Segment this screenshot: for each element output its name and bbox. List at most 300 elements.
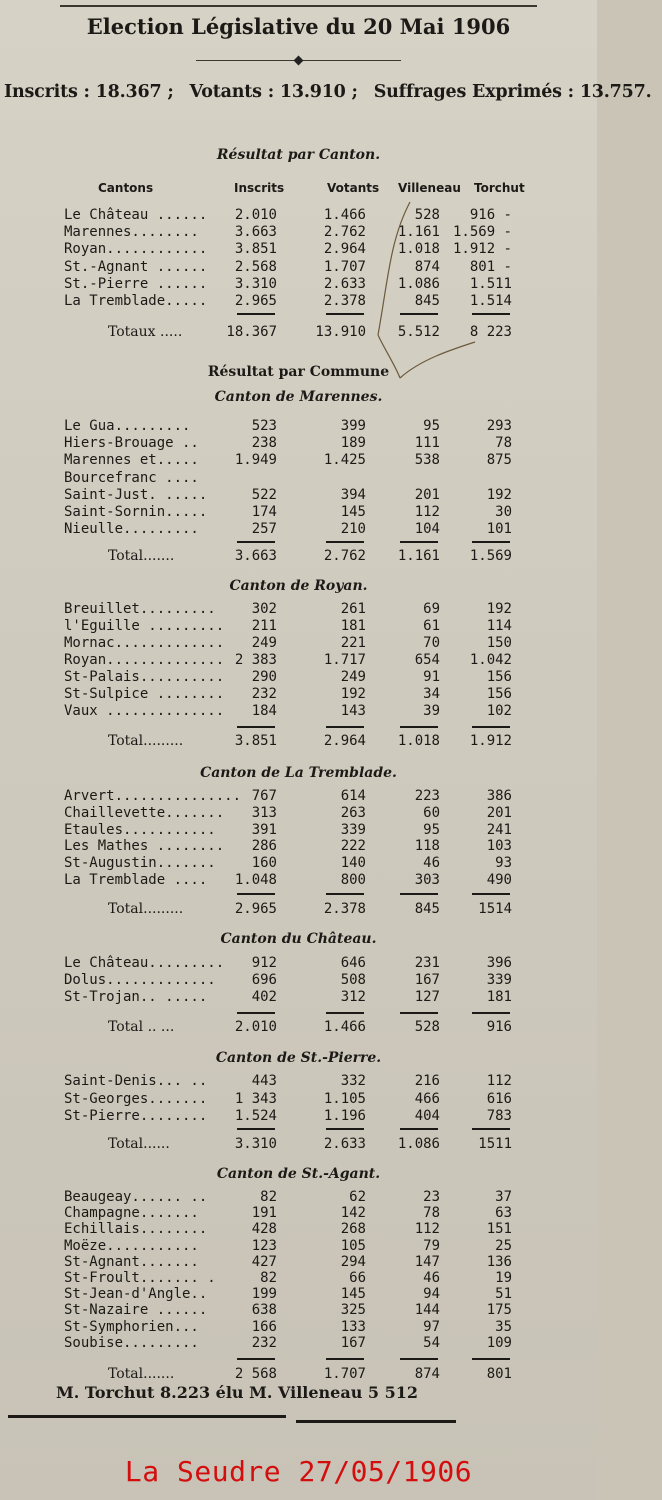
column-header-cantons: Cantons: [98, 181, 154, 195]
row-votants: 294: [340, 1253, 366, 1270]
row-label: St-Jean-d'Angle..: [64, 1286, 208, 1303]
row-votants: 2.633: [323, 275, 366, 292]
row-villeneau: 874: [414, 1366, 440, 1382]
total-rule: [326, 1128, 364, 1130]
row-inscrits: 18.367: [226, 324, 277, 340]
row-votants: 13.910: [315, 324, 366, 340]
total-rule: [400, 1012, 438, 1014]
row-villeneau: 104: [414, 521, 440, 538]
row-villeneau: 1.161: [397, 224, 440, 241]
row-votants: 1.425: [323, 452, 366, 469]
row-torchut: 101: [486, 521, 512, 538]
row-votants: 222: [340, 838, 366, 855]
row-torchut: 114: [486, 618, 512, 634]
commune-row: [0, 972, 597, 989]
row-label: Marennes........: [64, 224, 199, 241]
section-total-row: [0, 548, 597, 565]
row-villeneau: 1.018: [397, 241, 440, 258]
commune-row: [0, 418, 597, 435]
row-label: Les Mathes ........: [64, 838, 225, 855]
commune-row: [0, 1302, 597, 1319]
row-torchut: 150: [486, 635, 512, 651]
row-inscrits: 2 568: [234, 1366, 277, 1382]
row-inscrits: 211: [251, 618, 277, 634]
row-inscrits: 2 383: [234, 652, 277, 668]
row-inscrits: 123: [251, 1237, 277, 1254]
row-villeneau: 127: [414, 989, 440, 1005]
row-inscrits: 302: [251, 601, 277, 617]
row-inscrits: 238: [251, 435, 277, 452]
row-villeneau: 61: [423, 618, 440, 634]
total-rule: [326, 1012, 364, 1014]
row-inscrits: 199: [251, 1286, 277, 1303]
row-votants: 143: [340, 703, 366, 719]
row-villeneau: 79: [423, 1237, 440, 1254]
row-torchut: 1.569 -: [452, 224, 512, 241]
row-villeneau: 112: [414, 504, 440, 520]
canton-section-heading: Canton de Royan.: [229, 578, 368, 594]
row-villeneau: 404: [414, 1108, 440, 1124]
row-inscrits: 2.965: [234, 901, 277, 917]
row-torchut: 37: [495, 1189, 512, 1205]
total-rule: [472, 541, 510, 543]
row-votants: 508: [340, 972, 366, 988]
row-votants: 210: [340, 521, 366, 538]
row-villeneau: 1.086: [397, 1136, 440, 1152]
row-inscrits: 232: [251, 686, 277, 702]
row-label: Total.........: [108, 733, 184, 749]
row-torchut: 386: [486, 788, 512, 804]
row-torchut: 1.042: [469, 652, 512, 668]
total-rule: [237, 726, 275, 728]
row-villeneau: 5.512: [397, 324, 440, 340]
row-label: St-Trojan.. .....: [64, 989, 208, 1005]
commune-row: [0, 1073, 597, 1090]
summary-votants: Votants : 13.910 ;: [189, 82, 358, 102]
row-torchut: 293: [486, 418, 512, 434]
row-label: Le Gua.........: [64, 418, 191, 434]
row-label: Total.......: [108, 1366, 175, 1382]
commune-row: [0, 435, 597, 452]
commune-row: [0, 1286, 597, 1303]
row-votants: 133: [340, 1318, 366, 1335]
row-label: St-Agnant.......: [64, 1253, 199, 1270]
row-label: Total .. ...: [108, 1019, 175, 1035]
row-votants: 167: [340, 1334, 366, 1351]
section-total-row: [0, 901, 597, 918]
row-inscrits: 257: [251, 521, 277, 538]
row-label: St-Palais..........: [64, 669, 225, 685]
row-inscrits: 1 343: [234, 1090, 277, 1107]
row-label: St-Augustin.......: [64, 855, 216, 872]
row-villeneau: 528: [414, 207, 440, 223]
row-inscrits: 191: [251, 1205, 277, 1222]
row-villeneau: 46: [423, 1270, 440, 1286]
row-label: Nieulle.........: [64, 521, 199, 538]
row-torchut: 192: [486, 601, 512, 617]
canton-section-heading: Canton du Château.: [220, 931, 377, 947]
canton-row: [0, 259, 597, 276]
row-inscrits: 1.524: [234, 1108, 277, 1124]
commune-row: [0, 855, 597, 872]
total-rule: [400, 893, 438, 895]
row-label: Champagne.......: [64, 1205, 199, 1222]
row-torchut: 156: [486, 686, 512, 702]
commune-row: [0, 1221, 597, 1238]
row-villeneau: 1.161: [397, 548, 440, 564]
election-result-line: M. Torchut 8.223 élu M. Villeneau 5 512: [56, 1383, 419, 1402]
row-label: St-Froult....... .: [64, 1270, 216, 1286]
row-torchut: 136: [486, 1253, 512, 1270]
commune-row: [0, 989, 597, 1006]
row-villeneau: 147: [414, 1253, 440, 1270]
row-votants: 312: [340, 989, 366, 1005]
row-villeneau: 54: [423, 1334, 440, 1351]
row-villeneau: 91: [423, 669, 440, 685]
row-votants: 325: [340, 1302, 366, 1319]
top-rule: [60, 5, 537, 7]
row-inscrits: 767: [251, 788, 277, 804]
row-votants: 1.105: [323, 1090, 366, 1107]
row-inscrits: 160: [251, 855, 277, 872]
canton-row: [0, 293, 597, 310]
title-ornament: [294, 56, 304, 66]
row-torchut: 78: [495, 435, 512, 452]
row-inscrits: 3.663: [234, 224, 277, 241]
row-villeneau: 1.018: [397, 733, 440, 749]
row-torchut: 8 223: [469, 324, 512, 340]
row-torchut: 19: [495, 1270, 512, 1286]
row-label: St-Pierre........: [64, 1108, 208, 1124]
row-villeneau: 111: [414, 435, 440, 452]
row-villeneau: 303: [414, 872, 440, 888]
row-villeneau: 845: [414, 901, 440, 917]
row-votants: 140: [340, 855, 366, 872]
row-villeneau: 528: [414, 1019, 440, 1035]
row-villeneau: 1.086: [397, 275, 440, 292]
column-header-inscrits: Inscrits: [234, 181, 285, 195]
row-votants: 2.762: [323, 548, 366, 564]
row-label: Royan............: [64, 241, 208, 258]
total-rule: [237, 1358, 275, 1360]
row-villeneau: 23: [423, 1189, 440, 1205]
row-votants: 2.964: [323, 733, 366, 749]
row-votants: 399: [340, 418, 366, 434]
commune-row: [0, 686, 597, 703]
row-label: Vaux ..............: [64, 703, 225, 719]
row-votants: 339: [340, 821, 366, 838]
row-votants: 62: [349, 1189, 366, 1205]
row-torchut: 1.912: [469, 733, 512, 749]
row-torchut: 25: [495, 1237, 512, 1254]
row-votants: 145: [340, 504, 366, 520]
row-villeneau: 216: [414, 1073, 440, 1089]
row-torchut: 616: [486, 1090, 512, 1107]
row-torchut: 156: [486, 669, 512, 685]
commune-row: [0, 822, 597, 839]
row-inscrits: 523: [251, 418, 277, 434]
row-votants: 614: [340, 788, 366, 804]
row-label: St-Nazaire ......: [64, 1302, 208, 1319]
commune-row: [0, 618, 597, 635]
total-rule: [237, 313, 275, 315]
row-villeneau: 97: [423, 1318, 440, 1335]
row-villeneau: 70: [423, 635, 440, 651]
commune-row: [0, 521, 597, 538]
row-label: Echillais........: [64, 1221, 208, 1238]
footer-rule-right: [296, 1420, 456, 1423]
row-villeneau: 538: [414, 452, 440, 469]
row-villeneau: 874: [414, 258, 440, 275]
total-rule: [400, 541, 438, 543]
commune-row: [0, 1254, 597, 1271]
commune-row: [0, 1091, 597, 1108]
row-label: La Tremblade.....: [64, 293, 208, 309]
row-inscrits: 3.851: [234, 733, 277, 749]
row-votants: 1.707: [323, 258, 366, 275]
row-torchut: 339: [486, 972, 512, 988]
row-torchut: 783: [486, 1108, 512, 1124]
row-inscrits: 696: [251, 972, 277, 988]
row-villeneau: 654: [414, 652, 440, 668]
total-rule: [472, 1012, 510, 1014]
row-torchut: 35: [495, 1318, 512, 1335]
row-torchut: 151: [486, 1221, 512, 1238]
row-label: Dolus.............: [64, 972, 216, 988]
row-torchut: 1511: [478, 1136, 512, 1152]
row-votants: 394: [340, 486, 366, 503]
row-villeneau: 34: [423, 686, 440, 702]
column-header-votants: Votants: [327, 181, 380, 195]
row-torchut: 490: [486, 872, 512, 888]
row-label: Arvert...............: [64, 788, 242, 804]
row-inscrits: 1.048: [234, 872, 277, 888]
handwritten-pencil-marks: [360, 200, 480, 385]
commune-row: [0, 1270, 597, 1287]
row-label: St.-Pierre ......: [64, 275, 208, 292]
row-label: Breuillet.........: [64, 601, 216, 617]
row-votants: 1.466: [323, 1019, 366, 1035]
commune-row: [0, 1335, 597, 1352]
row-villeneau: 845: [414, 293, 440, 309]
total-rule: [237, 893, 275, 895]
row-inscrits: 232: [251, 1334, 277, 1351]
commune-row: [0, 669, 597, 686]
row-votants: 2.762: [323, 224, 366, 241]
total-rule: [400, 1358, 438, 1360]
row-inscrits: 82: [260, 1189, 277, 1205]
row-inscrits: 638: [251, 1302, 277, 1319]
canton-row: [0, 207, 597, 224]
row-votants: 1.466: [323, 207, 366, 223]
row-villeneau: 112: [414, 1221, 440, 1238]
row-label: Total.........: [108, 901, 184, 917]
commune-row: [0, 1189, 597, 1206]
commune-row: [0, 788, 597, 805]
row-label: Le Château.........: [64, 955, 225, 971]
row-votants: 181: [340, 618, 366, 634]
row-torchut: 241: [486, 821, 512, 838]
row-votants: 2.964: [323, 241, 366, 258]
row-villeneau: 95: [423, 821, 440, 838]
commune-row: [0, 1319, 597, 1336]
row-inscrits: 912: [251, 955, 277, 971]
row-label: Total.......: [108, 548, 175, 564]
total-rule: [472, 1358, 510, 1360]
total-rule: [237, 1012, 275, 1014]
commune-row: [0, 452, 597, 469]
row-votants: 1.717: [323, 652, 366, 668]
canton-results-heading: Résultat par Canton.: [216, 147, 381, 163]
column-header-villeneau: Villeneau: [398, 181, 461, 195]
row-inscrits: 174: [251, 504, 277, 520]
row-label: Saint-Denis... ..: [64, 1073, 208, 1089]
row-votants: 332: [340, 1073, 366, 1089]
row-torchut: 801 -: [469, 258, 512, 275]
row-villeneau: 95: [423, 418, 440, 434]
row-label: Beaugeay...... ..: [64, 1189, 208, 1205]
cantons-total-row: [0, 324, 597, 341]
row-villeneau: 69: [423, 601, 440, 617]
row-villeneau: 144: [414, 1302, 440, 1319]
row-villeneau: 39: [423, 703, 440, 719]
row-label: Royan..............: [64, 652, 225, 668]
commune-row: [0, 1205, 597, 1222]
total-rule: [472, 893, 510, 895]
row-torchut: 93: [495, 855, 512, 872]
row-votants: 1.196: [323, 1108, 366, 1124]
summary-line: [4, 82, 652, 102]
row-inscrits: 184: [251, 703, 277, 719]
row-torchut: 801: [486, 1366, 512, 1382]
row-inscrits: 290: [251, 669, 277, 685]
row-torchut: 63: [495, 1205, 512, 1222]
section-total-row: [0, 1019, 597, 1036]
row-villeneau: 46: [423, 855, 440, 872]
row-label: St-Georges.......: [64, 1090, 208, 1107]
row-label: St-Symphorien...: [64, 1318, 199, 1335]
commune-results-heading: Résultat par Commune: [207, 364, 390, 380]
row-votants: 1.707: [323, 1366, 366, 1382]
row-torchut: 112: [486, 1073, 512, 1089]
row-label: Hiers-Brouage ..: [64, 435, 199, 452]
row-label: Bourcefranc ....: [64, 469, 199, 486]
row-votants: 268: [340, 1221, 366, 1238]
row-villeneau: 167: [414, 972, 440, 988]
row-inscrits: 391: [251, 821, 277, 838]
row-label: Total......: [108, 1136, 170, 1152]
row-torchut: 1.511: [469, 275, 512, 292]
row-votants: 261: [340, 601, 366, 617]
row-votants: 800: [340, 872, 366, 888]
page-title: Election Législative du 20 Mai 1906: [86, 14, 511, 39]
row-torchut: 1.912 -: [452, 241, 512, 258]
row-label: Moëze...........: [64, 1237, 199, 1254]
row-votants: 105: [340, 1237, 366, 1254]
canton-section-heading: Canton de Marennes.: [214, 389, 383, 405]
row-torchut: 30: [495, 504, 512, 520]
commune-row: [0, 838, 597, 855]
row-torchut: 109: [486, 1334, 512, 1351]
commune-row: [0, 487, 597, 504]
section-total-row: [0, 1366, 597, 1383]
row-torchut: 201: [486, 804, 512, 821]
row-votants: 192: [340, 686, 366, 702]
row-votants: 142: [340, 1205, 366, 1222]
row-inscrits: 3.851: [234, 241, 277, 258]
row-votants: 66: [349, 1270, 366, 1286]
row-villeneau: 78: [423, 1205, 440, 1222]
canton-section-heading: Canton de St.-Agant.: [216, 1166, 381, 1182]
section-total-row: [0, 1136, 597, 1153]
total-rule: [237, 1128, 275, 1130]
commune-row: [0, 955, 597, 972]
row-inscrits: 443: [251, 1073, 277, 1089]
total-rule: [237, 541, 275, 543]
canton-section-heading: Canton de St.-Pierre.: [215, 1050, 382, 1066]
row-votants: 646: [340, 955, 366, 971]
row-label: St-Sulpice ........: [64, 686, 225, 702]
row-villeneau: 94: [423, 1286, 440, 1303]
footer-rule-left: [8, 1415, 286, 1418]
row-torchut: 181: [486, 989, 512, 1005]
total-rule: [472, 726, 510, 728]
row-inscrits: 313: [251, 804, 277, 821]
row-inscrits: 286: [251, 838, 277, 855]
commune-row: [0, 1108, 597, 1125]
row-votants: 145: [340, 1286, 366, 1303]
row-villeneau: 466: [414, 1090, 440, 1107]
row-torchut: 1.569: [469, 548, 512, 564]
row-votants: 2.378: [323, 901, 366, 917]
row-villeneau: 201: [414, 486, 440, 503]
commune-row: [0, 470, 597, 487]
row-torchut: 396: [486, 955, 512, 971]
row-inscrits: 428: [251, 1221, 277, 1238]
column-header-torchut: Torchut: [474, 181, 525, 195]
row-label: Etaules...........: [64, 821, 216, 838]
row-torchut: 916: [486, 1019, 512, 1035]
row-torchut: 1.514: [469, 293, 512, 309]
row-inscrits: 2.568: [234, 258, 277, 275]
row-villeneau: 223: [414, 788, 440, 804]
row-torchut: 102: [486, 703, 512, 719]
commune-row: [0, 872, 597, 889]
row-torchut: 51: [495, 1286, 512, 1303]
row-torchut: 175: [486, 1302, 512, 1319]
row-label: Totaux .....: [108, 324, 183, 340]
row-votants: 2.633: [323, 1136, 366, 1152]
row-inscrits: 1.949: [234, 452, 277, 469]
total-rule: [400, 1128, 438, 1130]
row-torchut: 875: [486, 452, 512, 469]
row-inscrits: 3.663: [234, 548, 277, 564]
row-label: Saint-Just. .....: [64, 486, 208, 503]
section-total-row: [0, 733, 597, 750]
total-rule: [326, 313, 364, 315]
row-label: Soubise.........: [64, 1334, 199, 1351]
row-inscrits: 3.310: [234, 1136, 277, 1152]
row-label: l'Eguille .........: [64, 618, 225, 634]
total-rule: [400, 726, 438, 728]
row-inscrits: 82: [260, 1270, 277, 1286]
row-label: Le Château ......: [64, 207, 208, 223]
summary-inscrits: Inscrits : 18.367 ;: [4, 82, 174, 102]
row-inscrits: 2.965: [234, 293, 277, 309]
row-inscrits: 2.010: [234, 1019, 277, 1035]
row-inscrits: 3.310: [234, 275, 277, 292]
row-votants: 249: [340, 669, 366, 685]
